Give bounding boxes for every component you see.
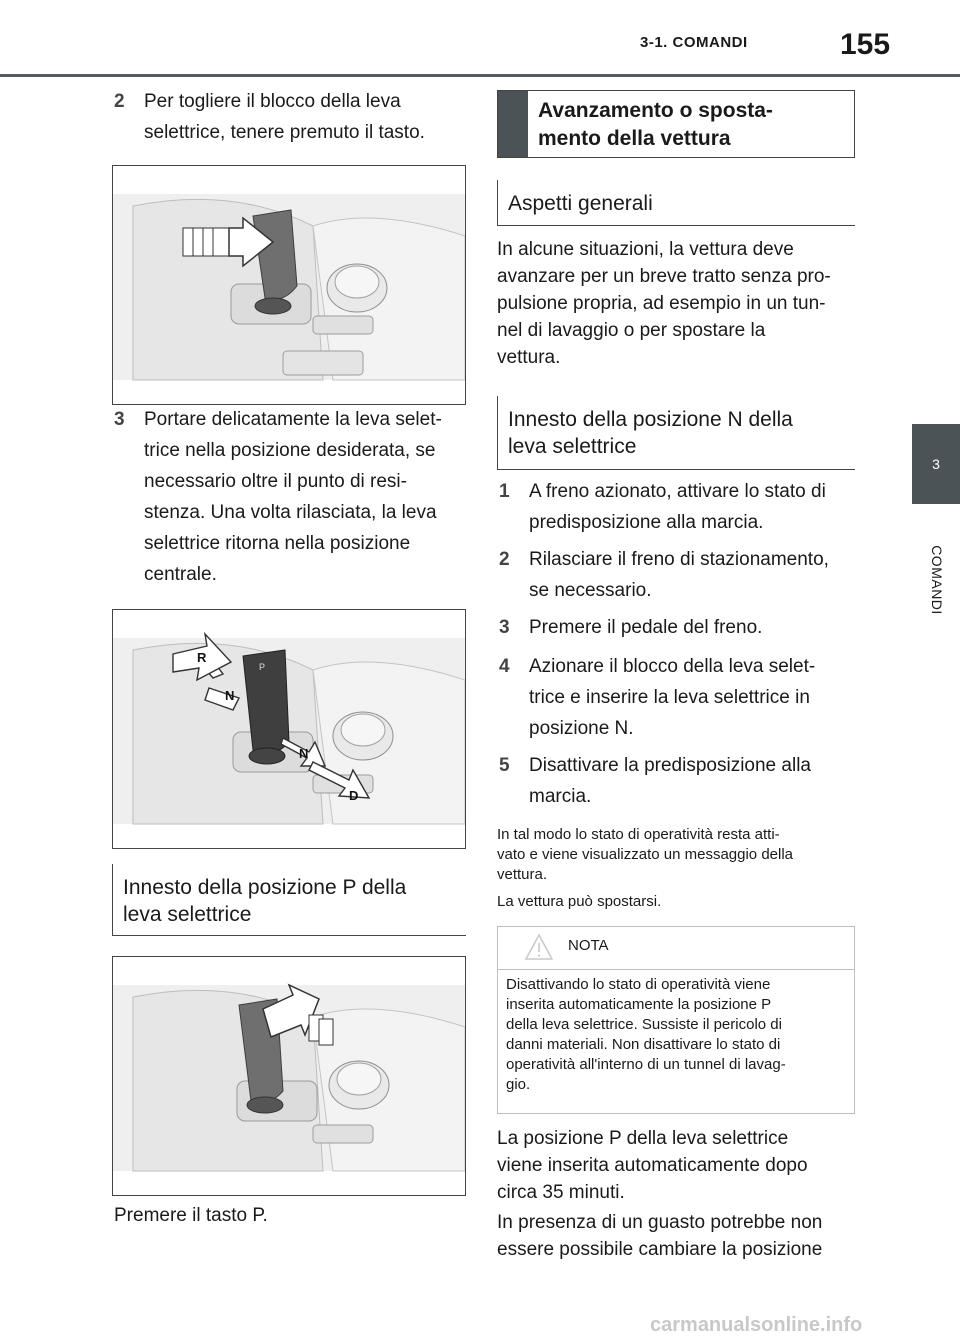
auto-park-paragraph xyxy=(497,1125,857,1206)
small-line: vato e viene visualizzato un messaggio della xyxy=(497,846,794,863)
step-number: 3 xyxy=(499,617,510,638)
step-2-release-lock xyxy=(114,86,464,148)
step-3-move-lever xyxy=(114,404,464,594)
step-number: 5 xyxy=(499,755,510,776)
step-number: 3 xyxy=(114,409,125,430)
heading-line: Innesto della posizione N della xyxy=(508,408,793,431)
heading-line: Innesto della posizione P della xyxy=(123,876,407,899)
heading-line: leva selettrice xyxy=(508,435,637,458)
step-number: 1 xyxy=(499,481,510,502)
figure-park-button xyxy=(112,956,466,1196)
step-line: se necessario. xyxy=(529,580,652,601)
fault-paragraph xyxy=(497,1209,857,1263)
caption-press-p: Premere il tasto P. xyxy=(114,1205,268,1226)
step-line: A freno azionato, attivare lo stato di xyxy=(529,481,826,502)
note-body xyxy=(506,975,851,1095)
step-line: trice e inserire la leva selettrice in xyxy=(529,687,810,708)
chapter-tab xyxy=(912,424,960,504)
watermark: carmanualsonline.info xyxy=(650,1314,863,1336)
gear-lever-illustration-1 xyxy=(113,166,465,404)
step-line: necessario oltre il punto di resi- xyxy=(144,471,407,492)
intro-paragraph xyxy=(497,236,857,371)
chapter-number: 3 xyxy=(932,456,940,472)
gear-lever-illustration-3 xyxy=(113,957,465,1195)
step-3-brake-pedal xyxy=(499,612,855,643)
step-line: centrale. xyxy=(144,564,217,585)
note-line: operatività all'interno di un tunnel di lavag- xyxy=(506,1056,786,1073)
note-header xyxy=(498,927,854,970)
heading-accent-bar xyxy=(498,91,528,157)
step-line: selettrice, tenere premuto il tasto. xyxy=(144,122,425,143)
arrow-label-n-lower: N xyxy=(299,746,309,761)
step-line: Portare delicatamente la leva selet- xyxy=(144,409,442,430)
para-line: essere possibile cambiare la posizione xyxy=(497,1239,823,1260)
section-title: 3-1. COMANDI xyxy=(640,34,748,51)
figure-lever-positions xyxy=(112,609,466,849)
step-line: Disattivare la predisposizione alla xyxy=(529,755,811,776)
small-line: In tal modo lo stato di operatività resta atti- xyxy=(497,826,780,843)
para-line: viene inserita automaticamente dopo xyxy=(497,1155,808,1176)
heading-general-aspects: Aspetti generali xyxy=(497,180,855,226)
para-line: In presenza di un guasto potrebbe non xyxy=(497,1212,823,1233)
para-line: circa 35 minuti. xyxy=(497,1182,625,1203)
small-line: vettura. xyxy=(497,866,548,883)
heading-moving-vehicle xyxy=(497,90,855,158)
header-rule xyxy=(0,74,960,77)
step-line: Premere il pedale del freno. xyxy=(529,617,763,638)
lever-label-p: P xyxy=(259,662,266,672)
step-line: trice nella posizione desiderata, se xyxy=(144,440,436,461)
heading-neutral-position xyxy=(497,396,855,470)
heading-line: Avanzamento o sposta- xyxy=(538,99,773,122)
para-line: vettura. xyxy=(497,347,561,368)
vehicle-can-move: La vettura può spostarsi. xyxy=(497,893,662,910)
step-number: 2 xyxy=(114,91,125,112)
note-line: gio. xyxy=(506,1076,531,1093)
step-line: selettrice ritorna nella posizione xyxy=(144,533,411,554)
heading-line: leva selettrice xyxy=(123,903,252,926)
heading-line: mento della vettura xyxy=(538,127,731,150)
heading-park-position xyxy=(112,864,466,936)
step-4-select-neutral xyxy=(499,651,855,744)
arrow-label-d: D xyxy=(349,788,359,803)
step-2-parking-brake xyxy=(499,544,855,606)
step-1-readiness xyxy=(499,476,855,538)
step-line: marcia. xyxy=(529,786,592,807)
note-line: della leva selettrice. Sussiste il pericolo di xyxy=(506,1016,782,1033)
para-line: avanzare per un breve tratto senza pro- xyxy=(497,266,831,287)
note-box xyxy=(497,926,855,1114)
step-line: stenza. Una volta rilasciata, la leva xyxy=(144,502,437,523)
note-line: danni materiali. Non disattivare lo stato di xyxy=(506,1036,781,1053)
gear-lever-illustration-2 xyxy=(113,610,465,848)
step-line: posizione N. xyxy=(529,718,634,739)
step-line: predisposizione alla marcia. xyxy=(529,512,764,533)
chapter-label: COMANDI xyxy=(929,545,945,615)
para-line: nel di lavaggio o per spostare la xyxy=(497,320,766,341)
operating-state-note xyxy=(497,825,857,885)
para-line: In alcune situazioni, la vettura deve xyxy=(497,239,794,260)
step-line: Rilasciare il freno di stazionamento, xyxy=(529,549,829,570)
para-line: La posizione P della leva selettrice xyxy=(497,1128,789,1149)
step-line: Per togliere il blocco della leva xyxy=(144,91,401,112)
step-5-deactivate xyxy=(499,750,855,812)
step-number: 4 xyxy=(499,656,510,677)
note-line: Disattivando lo stato di operatività viene xyxy=(506,976,771,993)
figure-lock-button xyxy=(112,165,466,405)
arrow-label-n-upper: N xyxy=(225,688,235,703)
note-title: NOTA xyxy=(568,937,609,954)
note-line: inserita automaticamente la posizione P xyxy=(506,996,772,1013)
arrow-label-r: R xyxy=(197,650,207,665)
step-number: 2 xyxy=(499,549,510,570)
step-line: Azionare il blocco della leva selet- xyxy=(529,656,816,677)
page-number: 155 xyxy=(840,28,891,61)
para-line: pulsione propria, ad esempio in un tun- xyxy=(497,293,826,314)
warning-triangle-icon xyxy=(524,933,554,961)
